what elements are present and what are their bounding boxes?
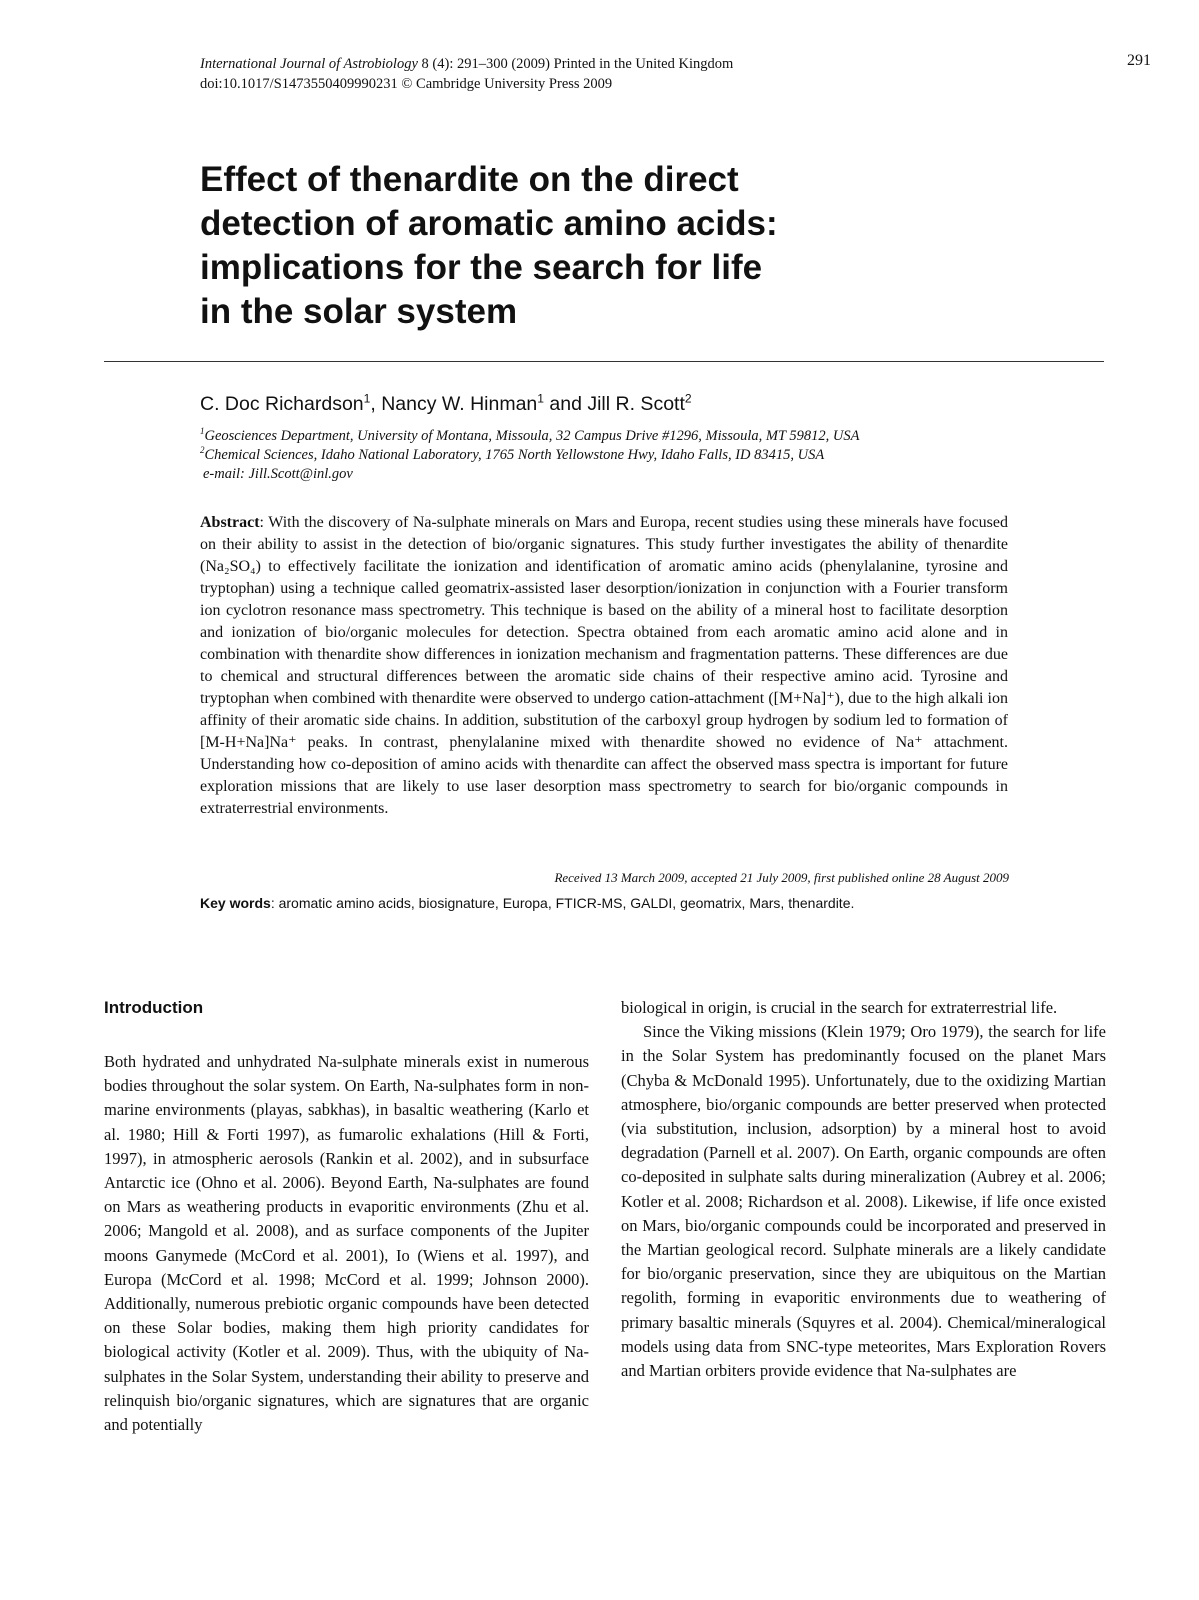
abstract-text: : With the discovery of Na-sulphate minerals on Mars and Europa, recent studies using these minerals have focused on their ability to assist in the detection of bio/organic signatures. This study further investigates the ability of thenardite (Na₂SO₄) to effectively facilitate the ionization and identification of aromatic amino acids (phenylalanine, tyrosine and tryptophan) using a technique called geomatrix-assisted laser desorption/ionization in conjunction with a Fourier transform ion cyclotron resonance mass spectrometry. This technique is based on the ability of a mineral host to facilitate desorption and ionization of bio/organic molecules for detection. Spectra obtained from each aromatic amino acid alone and in combination with thenardite show differences in ionization mechanism and fragmentation patterns. These differences are due to chemical and structural differences between the aromatic side chains of their respective amino acid. Tyrosine and tryptophan when combined with thenardite were observed to undergo cation-attachment ([M+Na]⁺), due to the high alkali ion affinity of their aromatic side chains. In addition, substitution of the carboxyl group hydrogen by sodium led to formation of [M-H+Na]Na⁺ peaks. In contrast, phenylalanine mixed with thenardite showed no evidence of Na⁺ attachment. Understanding how co-deposition of amino acids with thenardite can affect the observed mass spectra is important for future exploration missions that are likely to use laser desorption mass spectrometry to search for bio/organic compounds in extraterrestrial environments. [200, 514, 1008, 817]
citation-details: 8 (4): 291–300 (2009) Printed in the United Kingdom [417, 56, 734, 72]
author-list [200, 393, 692, 416]
body-column-right [621, 996, 1106, 1383]
author-affiliation-mark: 1 [537, 391, 544, 406]
body-paragraph: Since the Viking missions (Klein 1979; Oro 1979), the search for life in the Solar System has predominantly focused on the planet Mars (Chyba & McDonald 1995). Unfortunately, due to the oxidizing Martian atmosphere, bio/organic compounds are better preserved when protected (via substitution, inclusion, adsorption) by a mineral host to avoid degradation (Parnell et al. 2007). On Earth, organic compounds are often co-deposited in sulphate salts during mineralization (Aubrey et al. 2006; Kotler et al. 2008; Richardson et al. 2008). Likewise, if life once existed on Mars, bio/organic compounds could be incorporated and preserved in the Martian geological record. Sulphate minerals are a likely candidate for bio/organic preservation, since they are ubiquitous on the Martian regolith, forming in evaporitic environments due to weathering of primary basaltic minerals (Squyres et al. 2004). Chemical/mineralogical models using data from SNC-type meteorites, Mars Exploration Rovers and Martian orbiters provide evidence that Na-sulphates are [621, 1022, 1106, 1381]
affiliation-mark: 1 [200, 426, 205, 437]
running-header [200, 54, 733, 94]
author-name: C. Doc Richardson [200, 393, 364, 415]
doi-line: doi:10.1017/S1473550409990231 © Cambridge University Press 2009 [200, 76, 613, 92]
affiliations [200, 427, 860, 484]
body-paragraph: biological in origin, is crucial in the search for extraterrestrial life. [621, 998, 1058, 1017]
article-title [200, 158, 960, 334]
keywords-text: : aromatic amino acids, biosignature, Europa, FTICR-MS, GALDI, geomatrix, Mars, thenardite. [270, 895, 855, 911]
title-line: in the solar system [200, 292, 518, 331]
journal-name: International Journal of Astrobiology [200, 56, 418, 72]
title-line: Effect of thenardite on the direct [200, 160, 739, 199]
body-paragraph: Both hydrated and unhydrated Na-sulphate minerals exist in numerous bodies throughout the solar system. On Earth, Na-sulphates form in non-marine environments (playas, sabkhas), in basaltic weathering (Karlo et al. 1980; Hill & Forti 1997), as fumarolic exhalations (Hill & Forti, 1997), in atmospheric aerosols (Rankin et al. 2002), and in subsurface Antarctic ice (Ohno et al. 2006). Beyond Earth, Na-sulphates are found on Mars as weathering products in evaporitic environments (Zhu et al. 2006; Mangold et al. 2008), and as surface components of the Jupiter moons Ganymede (McCord et al. 2001), Io (Wiens et al. 1997), and Europa (McCord et al. 1998; McCord et al. 1999; Johnson 2000). Additionally, numerous prebiotic organic compounds have been detected on these Solar bodies, making them high priority candidates for biological activity (Kotler et al. 2009). Thus, with the ubiquity of Na-sulphates in the Solar System, understanding their ability to preserve and relinquish bio/organic signatures, which are signatures that are organic and potentially [104, 1052, 589, 1435]
title-divider [104, 361, 1104, 362]
body-column-left [104, 996, 589, 1437]
contact-email: e-mail: Jill.Scott@inl.gov [203, 466, 353, 482]
title-line: implications for the search for life [200, 248, 763, 287]
section-heading-introduction: Introduction [104, 998, 204, 1017]
author-affiliation-mark: 1 [363, 391, 371, 406]
keywords [200, 895, 854, 911]
received-dates: Received 13 March 2009, accepted 21 July 2009, first published online 28 August 2009 [554, 870, 1009, 885]
affiliation-mark: 2 [200, 445, 205, 456]
affiliation-text: Geosciences Department, University of Montana, Missoula, 32 Campus Drive #1296, Missoula, MT 59812, USA [204, 428, 860, 444]
title-line: detection of aromatic amino acids: [200, 204, 778, 243]
keywords-label: Key words [200, 895, 271, 911]
abstract [200, 512, 1008, 820]
journal-citation [200, 54, 733, 74]
author-name: , Nancy W. Hinman [370, 393, 538, 415]
affiliation-text: Chemical Sciences, Idaho National Laboratory, 1765 North Yellowstone Hwy, Idaho Falls, ID 83415, USA [204, 447, 825, 463]
author-affiliation-mark: 2 [684, 391, 692, 406]
affiliation-1 [200, 427, 860, 446]
page-number: 291 [1127, 52, 1151, 69]
affiliation-2 [200, 446, 860, 465]
author-name: and Jill R. Scott [543, 393, 685, 415]
abstract-label: Abstract [200, 514, 260, 531]
